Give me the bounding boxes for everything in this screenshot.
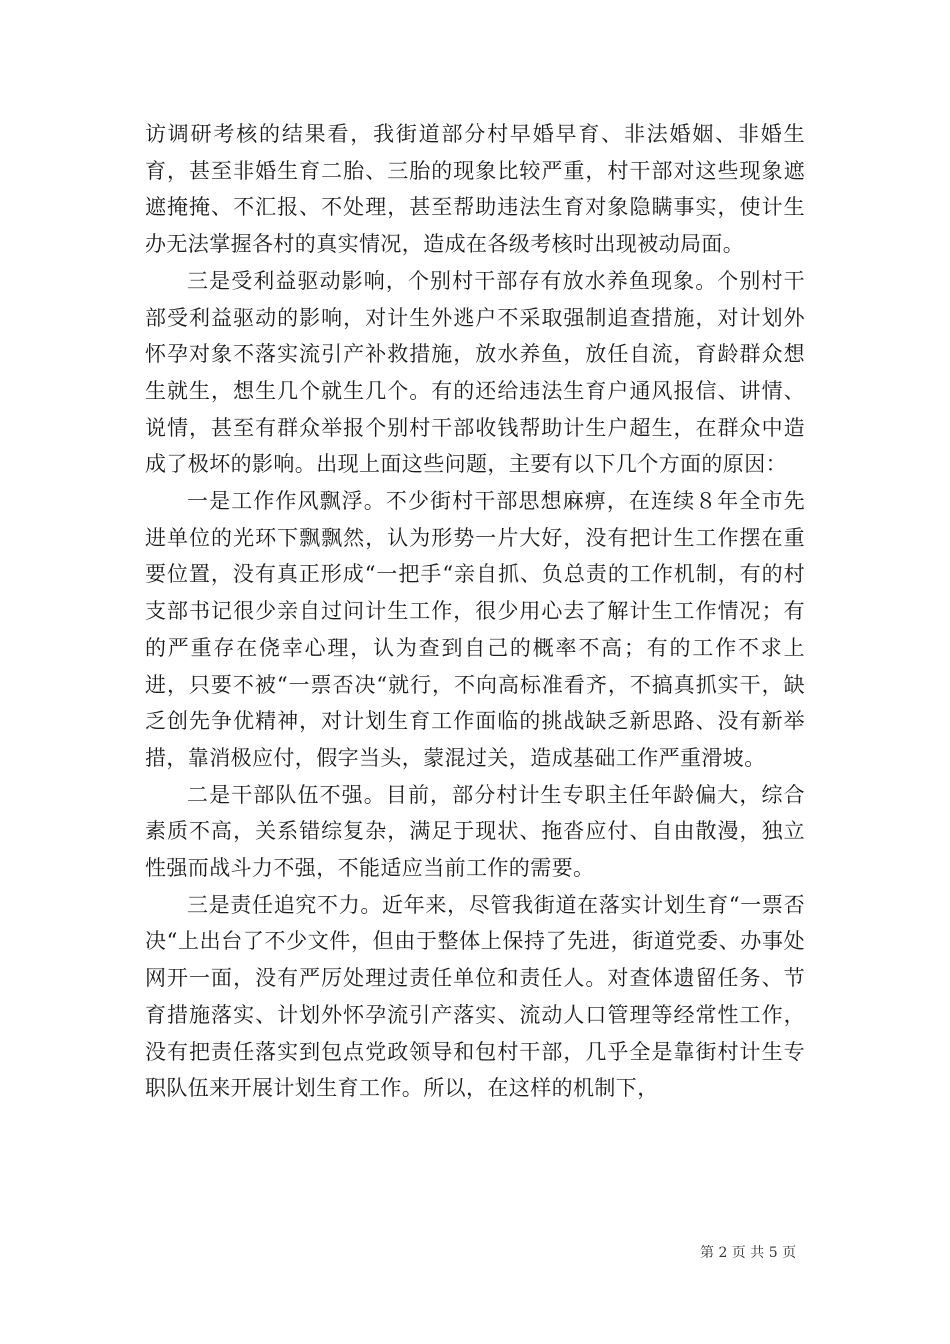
paragraph-cadre-team: 二是干部队伍不强。目前，部分村计生专职主任年龄偏大，综合素质不高，关系错综复杂，满足于现状、拖沓应付、自由散漫，独立性强而战斗力不强，不能适应当前工作的需要。	[145, 782, 805, 881]
paragraph-continued: 访调研考核的结果看，我街道部分村早婚早育、非法婚姻、非婚生育，甚至非婚生育二胎、三胎的现象比较严重，村干部对这些现象遮遮掩掩、不汇报、不处理，甚至帮助违法生育对象隐瞒事实，使计生办无法掌握各村的真实情况，造成在各级考核时出现被动局面。	[145, 122, 805, 257]
paragraph-accountability: 三是责任追究不力。近年来，尽管我街道在落实计划生育“一票否决“上出台了不少文件，但由于整体上保持了先进，街道党委、办事处网开一面，没有严厉处理过责任单位和责任人。对查体遗留任务、节育措施落实、计划外怀孕流引产落实、流动人口管理等经常性工作，没有把责任落实到包点党政领导和包村干部，几乎全是靠街村计生专职队伍来开展计划生育工作。所以，在这样的机制下，	[145, 892, 805, 1101]
paragraph-interest-driven: 三是受利益驱动影响，个别村干部存有放水养鱼现象。个别村干部受利益驱动的影响，对计生外逃户不采取强制追查措施，对计划外怀孕对象不落实流引产补救措施，放水养鱼，放任自流，育龄群众想生就生，想生几个就生几个。有的还给违法生育户通风报信、讲情、说情，甚至有群众举报个别村干部收钱帮助计生户超生，在群众中造成了极坏的影响。出现上面这些问题，主要有以下几个方面的原因：	[145, 268, 805, 477]
paragraph-work-style: 一是工作作风飘浮。不少街村干部思想麻痹，在连续８年全市先进单位的光环下飘飘然，认为形势一片大好，没有把计生工作摆在重要位置，没有真正形成“一把手“亲自抓、负总责的工作机制，有的村支部书记很少亲自过问计生工作，很少用心去了解计生工作情况；有的严重存在侥幸心理，认为查到自己的概率不高；有的工作不求上进，只要不被“一票否决“就行，不向高标准看齐，不搞真抓实干，缺乏创先争优精神，对计划生育工作面临的挑战缺乏新思路、没有新举措，靠消极应付，假字当头，蒙混过关，造成基础工作严重滑坡。	[145, 489, 805, 770]
document-body	[145, 116, 805, 1107]
page-number: 第 2 页 共 5 页	[700, 1245, 797, 1261]
